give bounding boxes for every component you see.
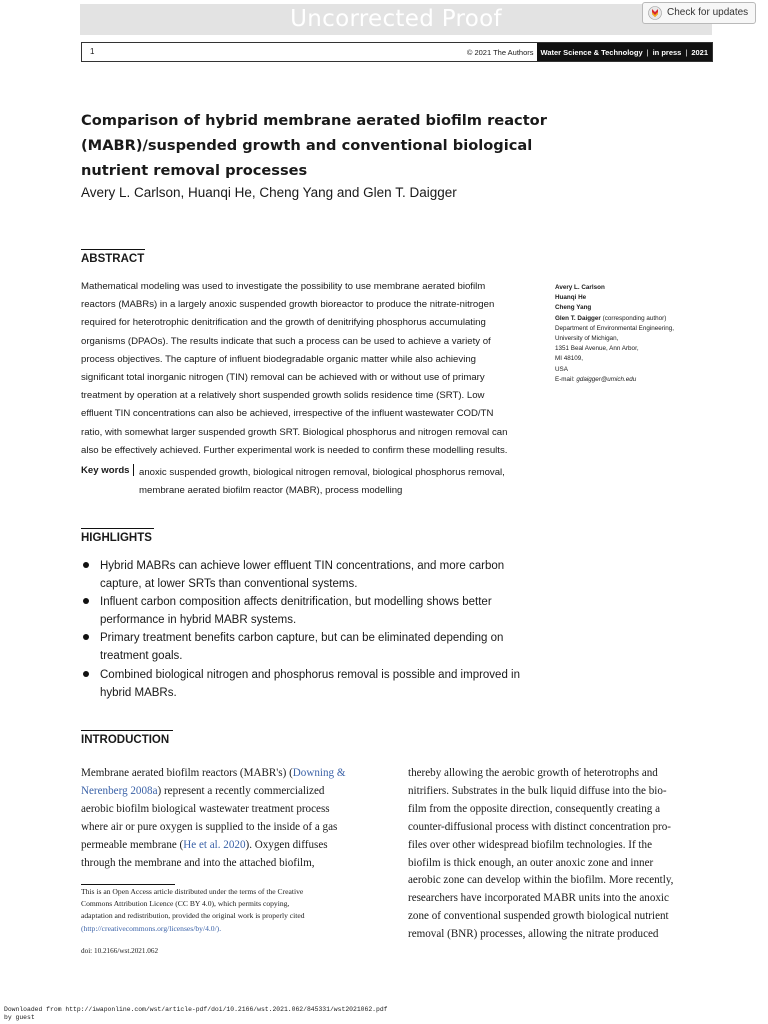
abstract-heading: ABSTRACT bbox=[81, 253, 145, 265]
highlight-line: treatment goals. bbox=[100, 650, 183, 663]
intro-line: files over other widespread biofilm technologies. If the bbox=[408, 838, 652, 851]
highlight-text bbox=[100, 629, 540, 665]
keywords bbox=[139, 464, 539, 500]
intro-line: counter-diffusional process with distinct concentration pro- bbox=[408, 820, 671, 833]
journal-status: in press bbox=[652, 47, 682, 57]
abstract-line: process objectives. The capture of influent biodegradable organic matter while also achieving bbox=[81, 353, 476, 365]
email-link[interactable]: gdaigger@umich.edu bbox=[576, 375, 637, 383]
copyright: © 2021 The Authors bbox=[466, 47, 534, 57]
page-number: 1 bbox=[90, 47, 95, 56]
intro-line: aerobic zone can develop within the biofilm. More recently, bbox=[408, 874, 674, 887]
footnote-line: This is an Open Access article distributed under the terms of the Creative bbox=[81, 887, 304, 896]
intro-text: Membrane aerated biofilm reactors (MABR's) ( bbox=[81, 767, 293, 779]
abstract-body bbox=[81, 278, 533, 460]
author-list: Avery L. Carlson, Huanqi He, Cheng Yang and Glen T. Daigger bbox=[81, 185, 457, 200]
check-for-updates-button[interactable] bbox=[642, 2, 756, 24]
abstract-line: organisms (DPAOs). The results indicate that such a process can be used to achieve a variety of bbox=[81, 335, 491, 347]
keywords-label: Key words bbox=[81, 465, 130, 476]
intro-line: aerobic biofilm biological wastewater treatment process bbox=[81, 802, 330, 815]
uncorrected-proof-banner bbox=[80, 4, 712, 35]
address-line: 1351 Beal Avenue, Ann Arbor, bbox=[555, 345, 639, 353]
abstract-line: also be effectively achieved. Further experimental work is needed to confirm these modelling results. bbox=[81, 444, 508, 456]
email-label: E-mail: bbox=[555, 375, 577, 383]
intro-line: researchers have incorporated MABR units into the anoxic bbox=[408, 892, 669, 905]
separator: | bbox=[646, 47, 649, 57]
highlights-rule bbox=[81, 528, 154, 529]
footnote-line: adaptation and redistribution, provided the original work is properly cited bbox=[81, 911, 305, 921]
author-affiliation bbox=[555, 283, 705, 385]
check-for-updates-label: Check for updates bbox=[667, 7, 749, 18]
abstract-rule bbox=[81, 249, 145, 250]
highlight-text bbox=[100, 666, 540, 702]
journal-name: Water Science & Technology bbox=[540, 47, 643, 57]
intro-text: permeable membrane ( bbox=[81, 838, 184, 851]
abstract-line: Mathematical modeling was used to investigate the possibility to use membrane aerated biofilm bbox=[81, 281, 486, 292]
affiliation-corresponding bbox=[555, 314, 705, 324]
abstract-line: effluent TIN concentrations can also be achieved, irrespective of the influent wastewater COD/TN bbox=[81, 408, 494, 420]
bullet-icon bbox=[83, 562, 89, 568]
introduction-right-column bbox=[408, 765, 713, 944]
intro-line: through the membrane and into the attached biofilm, bbox=[81, 856, 315, 869]
citation-link[interactable]: Nerenberg 2008a bbox=[81, 784, 158, 797]
affiliation-author: Cheng Yang bbox=[555, 304, 592, 312]
introduction-rule bbox=[81, 730, 173, 731]
download-note bbox=[4, 1006, 388, 1022]
journal-year: 2021 bbox=[691, 47, 708, 57]
citation-link[interactable]: Downing & bbox=[292, 767, 346, 779]
introduction-heading: INTRODUCTION bbox=[81, 734, 170, 746]
keywords-divider bbox=[133, 464, 134, 476]
intro-line: nitrifiers. Substrates in the bulk liquid diffuse into the bio- bbox=[408, 784, 667, 797]
license-footnote bbox=[81, 886, 392, 935]
address-line: University of Michigan, bbox=[555, 335, 619, 343]
keywords-line: membrane aerated biofilm reactor (MABR), process modelling bbox=[139, 485, 403, 497]
running-header bbox=[81, 42, 713, 62]
highlight-text bbox=[100, 557, 540, 593]
paper-title bbox=[81, 108, 551, 183]
doi: doi: 10.2166/wst.2021.062 bbox=[81, 947, 159, 955]
intro-line: film from the opposite direction, consequently creating a bbox=[408, 802, 660, 815]
highlights-heading: HIGHLIGHTS bbox=[81, 532, 152, 544]
corresponding-note: (corresponding author) bbox=[602, 314, 667, 322]
intro-line bbox=[81, 765, 385, 783]
introduction-left-column bbox=[81, 765, 385, 872]
highlight-line: Hybrid MABRs can achieve lower effluent TIN concentrations, and more carbon bbox=[100, 560, 505, 572]
affiliation-author: Avery L. Carlson bbox=[555, 284, 605, 291]
intro-line bbox=[81, 783, 385, 801]
title-line: Comparison of hybrid membrane aerated biofilm reactor bbox=[81, 112, 547, 129]
bullet-icon bbox=[83, 634, 89, 640]
download-line: Downloaded from http://iwaponline.com/wst/article-pdf/doi/10.2166/wst.2021.062/845331/wst2021062.pdf bbox=[4, 1006, 388, 1013]
bullet-icon bbox=[83, 671, 89, 677]
address-line: USA bbox=[555, 365, 568, 373]
intro-line: zone of conventional suspended growth biological nutrient bbox=[408, 910, 669, 923]
download-line: by guest bbox=[4, 1014, 35, 1021]
license-link[interactable]: (http://creativecommons.org/licenses/by/4.0/). bbox=[81, 923, 222, 933]
address-line: MI 48109, bbox=[555, 355, 584, 363]
highlight-line: performance in hybrid MABR systems. bbox=[100, 614, 297, 627]
banner-text: Uncorrected Proof bbox=[290, 6, 502, 32]
abstract-line: treatment by operation at a relatively short suspended growth solids residence time (SRT). Low bbox=[81, 390, 485, 402]
crossmark-icon bbox=[648, 6, 662, 20]
citation-link[interactable]: He et al. 2020 bbox=[183, 838, 246, 851]
highlight-line: Combined biological nitrogen and phosphorus removal is possible and improved in bbox=[100, 669, 520, 681]
highlight-line: hybrid MABRs. bbox=[100, 687, 177, 700]
email-line bbox=[555, 375, 705, 385]
title-line: (MABR)/suspended growth and conventional biological bbox=[81, 137, 533, 154]
affiliation-author: Glen T. Daigger bbox=[555, 314, 601, 322]
intro-line: thereby allowing the aerobic growth of heterotrophs and bbox=[408, 767, 658, 779]
bullet-icon bbox=[83, 598, 89, 604]
highlight-line: Influent carbon composition affects denitrification, but modelling shows better bbox=[100, 596, 492, 608]
intro-line: where air or pure oxygen is supplied to the inside of a gas bbox=[81, 820, 338, 833]
journal-strip bbox=[537, 43, 712, 61]
address-line: Department of Environmental Engineering, bbox=[555, 324, 675, 332]
abstract-line: required for heterotrophic denitrification and the growth of denitrifying phosphorus accumulating bbox=[81, 317, 486, 329]
intro-text: ) represent a recently commercialized bbox=[157, 784, 325, 797]
intro-text: ). Oxygen diffuses bbox=[245, 838, 328, 851]
separator: | bbox=[685, 47, 688, 57]
footnote-rule bbox=[81, 884, 175, 885]
abstract-line: ratio, with somewhat larger suspended growth SRT. Biological phosphorus and nitrogen removal can bbox=[81, 426, 508, 438]
abstract-line: significant total inorganic nitrogen (TIN) removal can be achieved with or without use of primary bbox=[81, 372, 485, 384]
intro-line: biofilm is thick enough, an outer anoxic zone and inner bbox=[408, 856, 654, 869]
highlight-text bbox=[100, 593, 540, 629]
abstract-line: reactors (MABRs) in a largely anoxic suspended growth bioreactor to produce the nitrate-nitrogen bbox=[81, 299, 495, 311]
highlight-line: Primary treatment benefits carbon capture, but can be eliminated depending on bbox=[100, 632, 504, 644]
affiliation-author: Huanqi He bbox=[555, 294, 587, 302]
intro-line bbox=[81, 837, 385, 855]
keywords-line: anoxic suspended growth, biological nitrogen removal, biological phosphorus removal, bbox=[139, 467, 505, 478]
footnote-line: Commons Attribution Licence (CC BY 4.0), which permits copying, bbox=[81, 899, 290, 909]
intro-line: removal (BNR) processes, allowing the nitrate produced bbox=[408, 928, 659, 941]
highlight-line: capture, at lower SRTs than conventional systems. bbox=[100, 578, 358, 591]
journal-info bbox=[467, 43, 712, 61]
title-line: nutrient removal processes bbox=[81, 162, 308, 179]
